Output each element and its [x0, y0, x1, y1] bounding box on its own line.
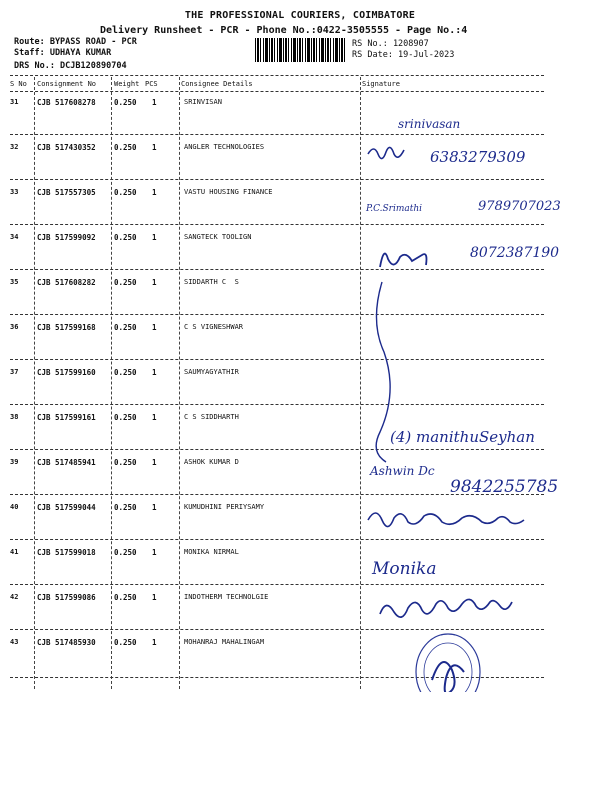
row-sno: 35: [10, 278, 19, 286]
row-sno: 38: [10, 413, 19, 421]
seal-inner-circle: [424, 643, 472, 692]
barcode-image: [255, 38, 347, 62]
row-consignment: CJB 517599161: [37, 413, 96, 422]
row-weight: 0.250: [114, 278, 137, 287]
row-sno: 43: [10, 638, 19, 646]
row-weight: 0.250: [114, 368, 137, 377]
rs-number: RS No.: 1208907: [352, 39, 429, 49]
row-pcs: 1: [152, 503, 157, 512]
row-sno: 31: [10, 98, 19, 106]
signature-row-39-name: Ashwin Dc: [370, 464, 435, 478]
row-pcs: 1: [152, 638, 157, 647]
row-pcs: 1: [152, 368, 157, 377]
company-title: THE PROFESSIONAL COURIERS, COIMBATORE: [184, 10, 416, 21]
header-consignee: Consignee Details: [181, 80, 253, 88]
signature-scribble: [368, 147, 404, 158]
row-consignee: SIDDARTH C S: [184, 278, 239, 286]
row-sno: 39: [10, 458, 19, 466]
row-pcs: 1: [152, 98, 157, 107]
signature-scribble: [380, 254, 427, 267]
row-sno: 41: [10, 548, 19, 556]
row-consignment: CJB 517557305: [37, 188, 96, 197]
row-weight: 0.250: [114, 323, 137, 332]
row-consignment: CJB 517485930: [37, 638, 96, 647]
signature-row-33-phone: 9789707023: [478, 199, 561, 214]
row-pcs: 1: [152, 233, 157, 242]
staff-label: Staff: UDHAYA KUMAR: [14, 48, 112, 58]
signature-row-33-name: P.C.Srimathi: [366, 204, 423, 214]
signature-row-32: 6383279309: [430, 148, 526, 166]
route-label: Route: BYPASS ROAD - PCR: [14, 37, 137, 47]
row-consignee: MONIKA NIRMAL: [184, 548, 239, 556]
row-consignee: MOHANRAJ MAHALINGAM: [184, 638, 265, 646]
signature-row-38: (4) manithuSeyhan: [390, 428, 535, 446]
row-consignee: KUMUDHINI PERIYSAMY: [184, 503, 265, 511]
runsheet-subtitle: Delivery Runsheet - PCR - Phone No.:0422-3505555 - Page No.:4: [100, 25, 468, 36]
table-top-rule: [10, 75, 544, 76]
signature-row-39-phone: 9842255785: [450, 477, 559, 497]
row-weight: 0.250: [114, 458, 137, 467]
row-pcs: 1: [152, 278, 157, 287]
row-pcs: 1: [152, 413, 157, 422]
row-consignee: INDOTHERM TECHNOLGIE: [184, 593, 269, 601]
row-weight: 0.250: [114, 143, 137, 152]
row-weight: 0.250: [114, 593, 137, 602]
row-sno: 33: [10, 188, 19, 196]
row-weight: 0.250: [114, 233, 137, 242]
header-weight: Weight: [114, 80, 140, 88]
drs-number: DRS No.: DCJB120890704: [14, 61, 127, 71]
row-consignee: C S VIGNESHWAR: [184, 323, 244, 331]
row-consignment: CJB 517599092: [37, 233, 96, 242]
signature-row-34-phone: 8072387190: [470, 245, 560, 261]
row-weight: 0.250: [114, 638, 137, 647]
signature-row-41: Monika: [372, 559, 437, 579]
row-consignee: C S SIDDHARTH: [184, 413, 239, 421]
row-pcs: 1: [152, 548, 157, 557]
signature-row-40-scribble: [368, 513, 524, 527]
row-consignment: CJB 517599160: [37, 368, 96, 377]
row-consignment: CJB 517599168: [37, 323, 96, 332]
row-sno: 36: [10, 323, 19, 331]
row-weight: 0.250: [114, 503, 137, 512]
row-consignment: CJB 517599018: [37, 548, 96, 557]
signature-row-42-scribble: [380, 599, 512, 617]
row-pcs: 1: [152, 188, 157, 197]
row-pcs: 1: [152, 323, 157, 332]
row-consignment: CJB 517599086: [37, 593, 96, 602]
header-consignment: Consignment No: [37, 80, 97, 88]
header-pcs: PCS: [145, 80, 158, 88]
header-sno: S No: [10, 80, 27, 88]
row-consignee: ASHOK KUMAR D: [184, 458, 239, 466]
bracket-stroke: [376, 282, 390, 462]
signature-handwriting: [360, 92, 590, 692]
rs-date: RS Date: 19-Jul-2023: [352, 50, 455, 60]
row-weight: 0.250: [114, 548, 137, 557]
signature-row-31: srinivasan: [398, 117, 461, 131]
row-weight: 0.250: [114, 413, 137, 422]
row-pcs: 1: [152, 593, 157, 602]
row-consignee: SAUMYAGYATHIR: [184, 368, 239, 376]
row-consignee: VASTU HOUSING FINANCE: [184, 188, 273, 196]
row-consignee: SRINVISAN: [184, 98, 222, 106]
row-pcs: 1: [152, 143, 157, 152]
row-consignment: CJB 517430352: [37, 143, 96, 152]
row-consignment: CJB 517599044: [37, 503, 96, 512]
row-sno: 34: [10, 233, 19, 241]
row-sno: 42: [10, 593, 19, 601]
header-signature: Signature: [362, 80, 400, 88]
row-pcs: 1: [152, 458, 157, 467]
row-consignment: CJB 517485941: [37, 458, 96, 467]
row-weight: 0.250: [114, 98, 137, 107]
row-sno: 40: [10, 503, 19, 511]
row-consignment: CJB 517608278: [37, 98, 96, 107]
row-weight: 0.250: [114, 188, 137, 197]
row-consignment: CJB 517608282: [37, 278, 96, 287]
signature-row-43-scribble: [432, 662, 464, 692]
row-consignee: SANGTECK TOOLIGN: [184, 233, 252, 241]
row-sno: 37: [10, 368, 19, 376]
row-sno: 32: [10, 143, 19, 151]
row-consignee: ANGLER TECHNOLOGIES: [184, 143, 265, 151]
